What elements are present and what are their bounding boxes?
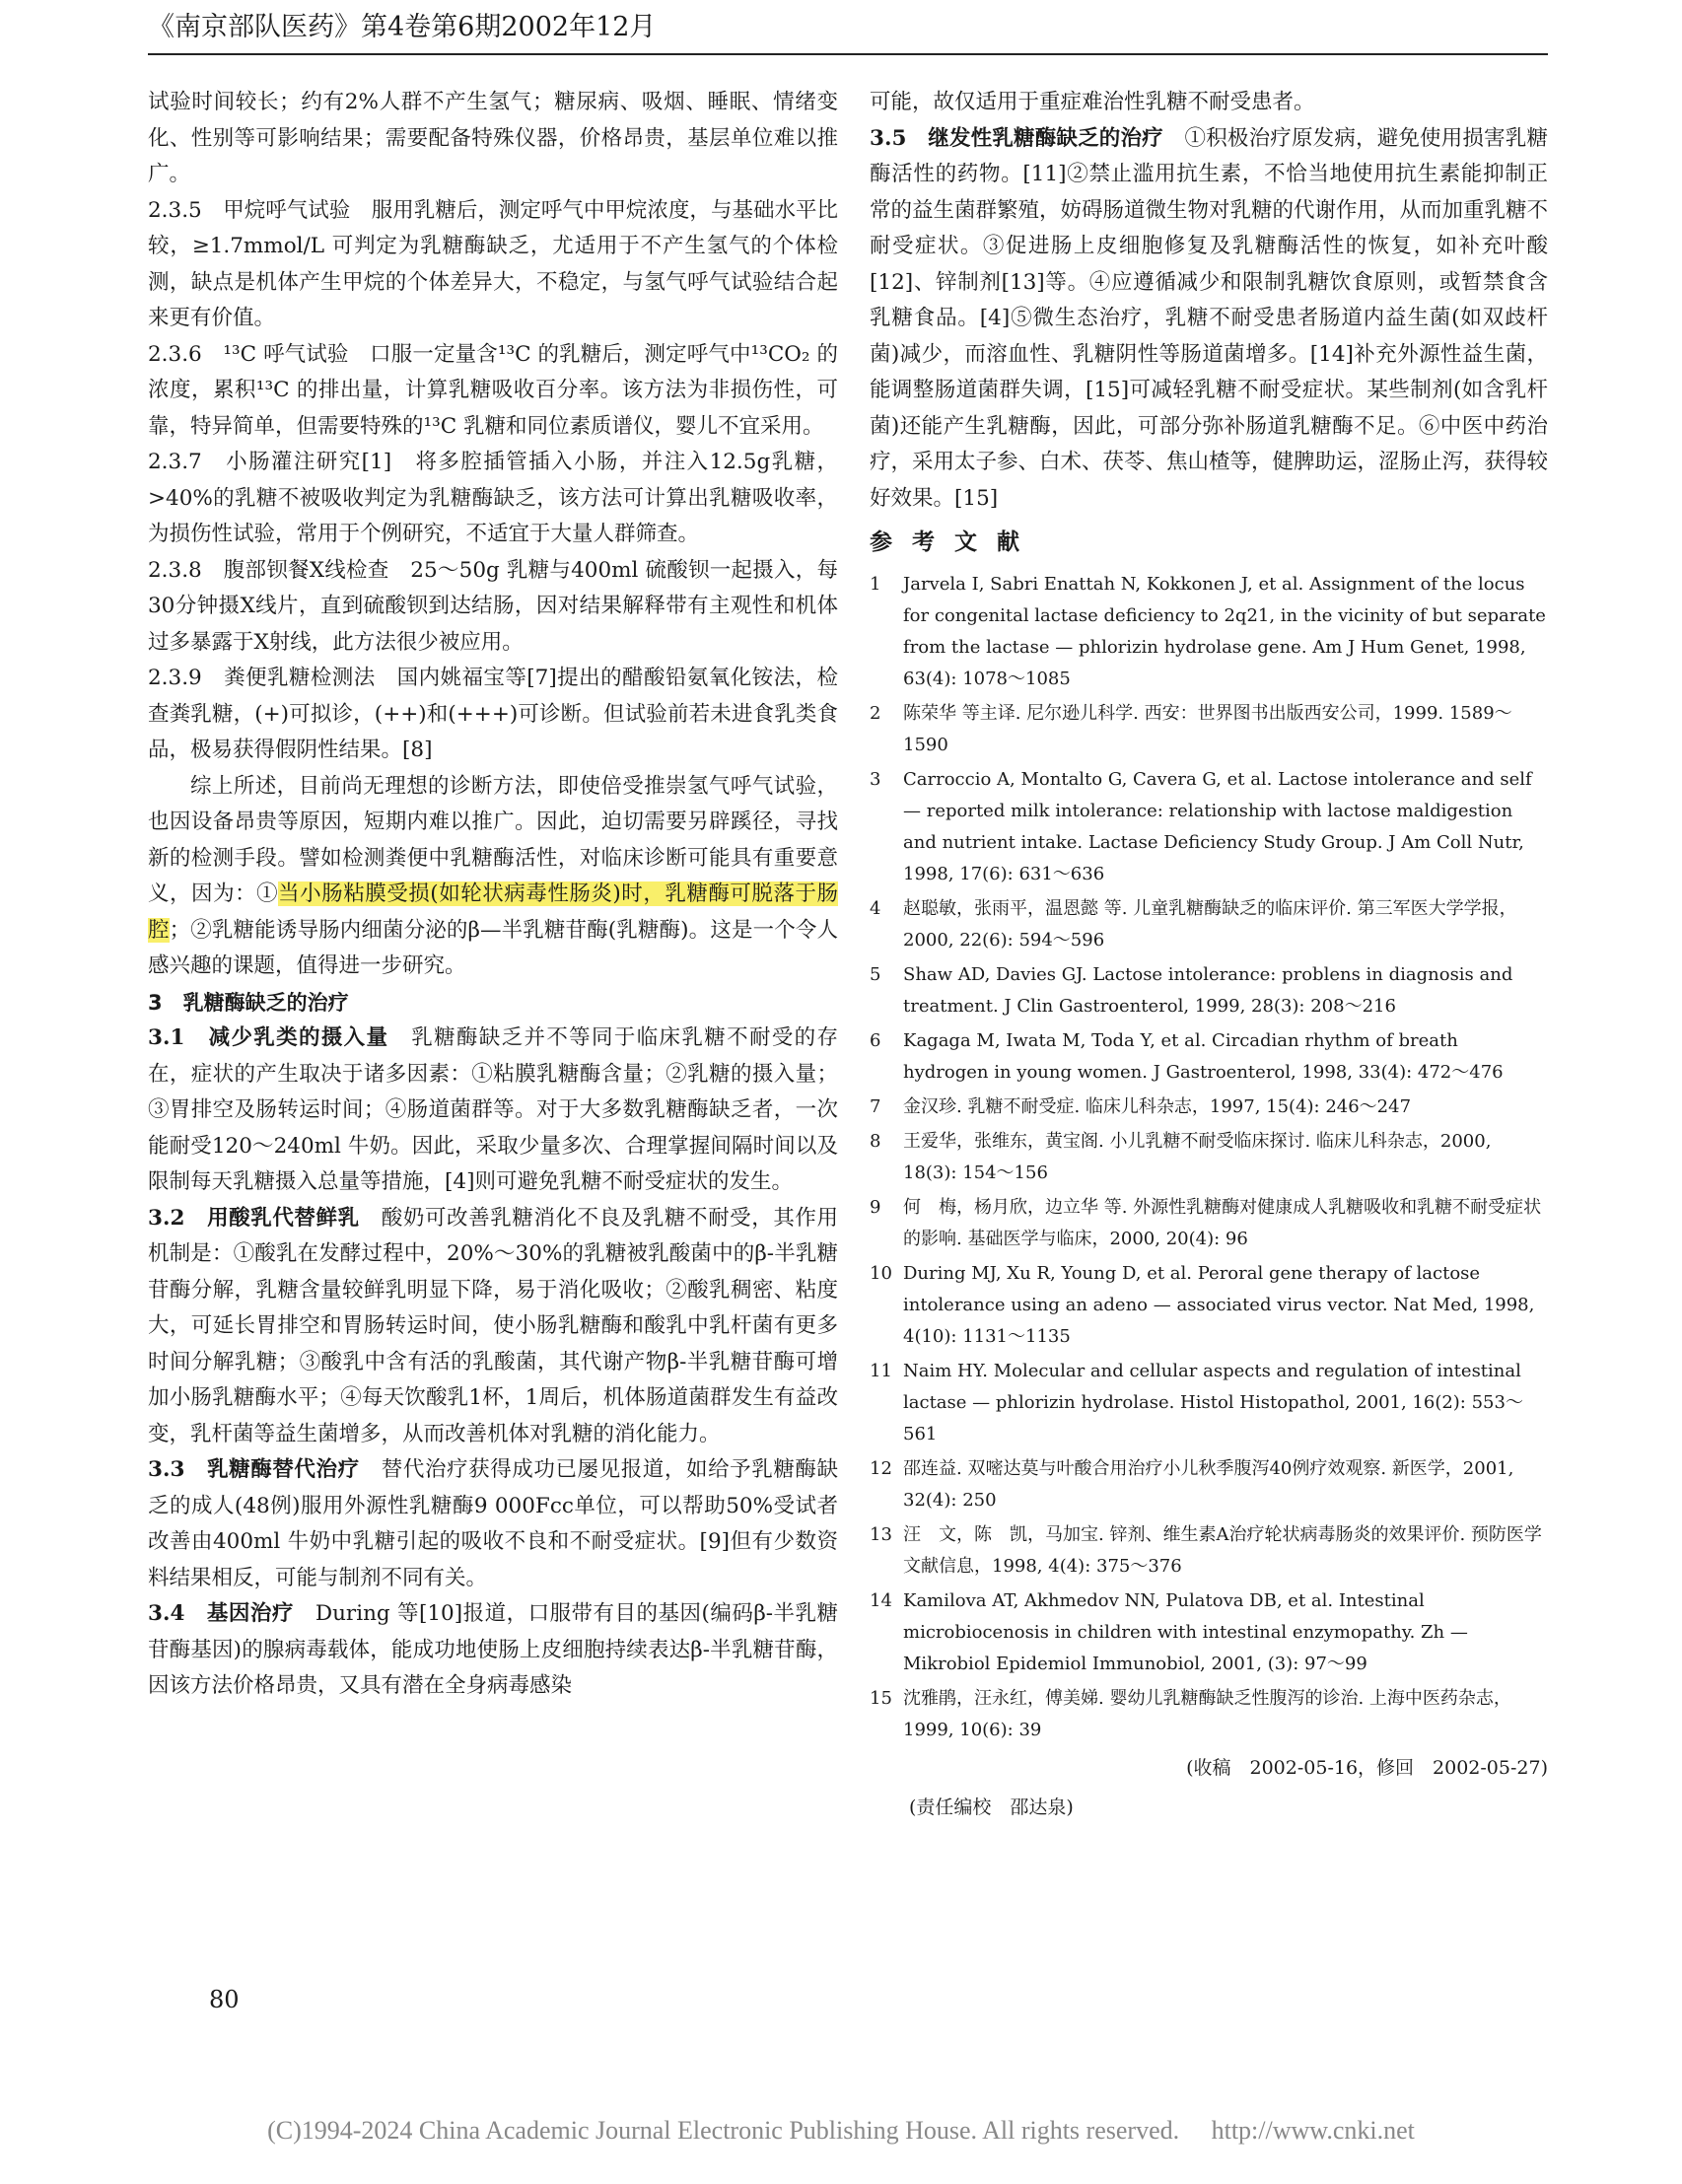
left-column — [148, 85, 838, 1705]
subsection-body: 乳糖酶缺乏并不等同于临床乳糖不耐受的存在，症状的产生取决于诸多因素：①粘膜乳糖酶含量；②乳糖的摄入量；③胃排空及肠转运时间；④肠道菌群等。对于大多数乳糖酶缺乏者，一次能耐受120～240ml 牛奶。因此，采取少量多次、合理掌握间隔时间以及限制每天乳糖摄入总量等措施，[4]则可避免乳糖不耐受症状的发生。 — [148, 1025, 838, 1194]
subsection-title: 3.2 用酸乳代替鲜乳 — [148, 1205, 360, 1231]
reference-text: 沈雅鹃，汪永红，傅美娣. 婴幼儿乳糖酶缺乏性腹泻的诊治. 上海中医药杂志，1999, 10(6): 39 — [903, 1687, 1511, 1740]
section-2-3-5: 2.3.5 甲烷呼气试验 服用乳糖后，测定呼气中甲烷浓度，与基础水平比较，≥1.7mmol/L 可判定为乳糖酶缺乏，尤适用于不产生氢气的个体检测，缺点是机体产生甲烷的个体差异大，不稳定，与氢气呼气试验结合起来更有价值。 — [148, 197, 838, 330]
subsection-body: During 等[10]报道，口服带有目的基因(编码β-半乳糖苷酶基因)的腺病毒载体，能成功地使肠上皮细胞持续表达β-半乳糖苷酶，因该方法价格昂贵，又具有潜在全身病毒感染 — [148, 1601, 839, 1698]
reference-text: 王爱华，张维东，黄宝阁. 小儿乳糖不耐受临床探讨. 临床儿科杂志，2000, 18(3): 154～156 — [903, 1130, 1492, 1183]
reference-text: Naim HY. Molecular and cellular aspects and regulation of intestinal lactase — phlorizin hydrolase. Histol Histopathol, 2001, 16(2): 553～561 — [903, 1360, 1523, 1444]
reference-item — [870, 893, 1548, 956]
references-heading: 参 考 文 献 — [870, 528, 1026, 555]
reference-number: 6 — [870, 1029, 881, 1051]
reference-number: 14 — [870, 1589, 892, 1611]
reference-number: 9 — [870, 1196, 881, 1218]
reference-text: During MJ, Xu R, Young D, et al. Peroral gene therapy of lactose intolerance using an adeno — associated virus vector. Nat Med, 1998, 4(10): 1131～1135 — [903, 1262, 1535, 1347]
reference-item — [870, 1126, 1548, 1189]
reference-text: Jarvela I, Sabri Enattah N, Kokkonen J, et al. Assignment of the locus for congenital lactase deficiency to 2q21, in the vicinity of but separate from the lactase — phlorizin hydrolase gene. Am J Hum Genet, 1998, 63(4): 1078～1085 — [903, 573, 1546, 689]
paragraph: 试验时间较长；约有2%人群不产生氢气；糖尿病、吸烟、睡眠、情绪变化、性别等可影响结果；需要配备特殊仪器，价格昂贵，基层单位难以推广。 — [148, 90, 838, 186]
reference-number: 3 — [870, 768, 881, 790]
reference-number: 13 — [870, 1523, 892, 1545]
section-2-3-9: 2.3.9 粪便乳糖检测法 国内姚福宝等[7]提出的醋酸铅氨氧化铵法，检查粪乳糖，(+)可拟诊，(++)和(+++)可诊断。但试验前若未进食乳类食品，极易获得假阴性结果。[8] — [148, 666, 838, 762]
reference-item — [870, 1356, 1548, 1450]
reference-number: 11 — [870, 1360, 892, 1381]
page-number: 80 — [209, 1986, 240, 2013]
reference-number: 1 — [870, 573, 881, 595]
reference-item — [870, 764, 1548, 890]
summary-text-a: 综上所述，目前尚无理想的诊断方法，即使倍受推崇氢气呼气试验，也因设备昂贵等原因，短期内难以推广。因此，迫切需要另辟蹊径，寻找新的检测手段。譬如检测粪便中乳糖酶活性，对临床诊断可能具有重要意义，因为：① — [148, 773, 838, 906]
section-heading-3: 3 乳糖酶缺乏的治疗 — [148, 990, 349, 1015]
reference-text: Shaw AD, Davies GJ. Lactose intolerance: problens in diagnosis and treatment. J Clin Gastroenterol, 1999, 28(3): 208～216 — [903, 963, 1513, 1017]
responsible-editor: (责任编校 邵达泉) — [909, 1797, 1074, 1818]
reference-text: 赵聪敏，张雨平，温恩懿 等. 儿童乳糖酶缺乏的临床评价. 第三军医大学学报，2000, 22(6): 594～596 — [903, 897, 1517, 951]
subsection-title: 3.1 减少乳类的摄入量 — [148, 1025, 389, 1050]
reference-item — [870, 1519, 1548, 1583]
highlighted-text: 当小肠粘膜受损(如轮状病毒性肠炎)时，乳糖酶可脱落于肠腔 — [148, 881, 838, 943]
reference-item — [870, 569, 1548, 695]
reference-number: 2 — [870, 702, 881, 724]
section-2-3-6: 2.3.6 ¹³C 呼气试验 口服一定量含¹³C 的乳糖后，测定呼气中¹³CO₂ 的浓度，累积¹³C 的排出量，计算乳糖吸收百分率。该方法为非损伤性，可靠，特异简单，但需要特殊的¹³C 乳糖和同位素质谱仪，婴儿不宜采用。 — [148, 341, 838, 439]
reference-item — [870, 1585, 1548, 1680]
section-3-5 — [870, 121, 1548, 518]
reference-item — [870, 1683, 1548, 1746]
section-2-3-8: 2.3.8 腹部钡餐X线检查 25～50g 乳糖与400ml 硫酸钡一起摄入，每30分钟摄X线片，直到硫酸钡到达结肠，因对结果解释带有主观性和机体过多暴露于X射线，此方法很少被应用。 — [148, 557, 838, 655]
reference-number: 4 — [870, 897, 881, 919]
reference-number: 5 — [870, 963, 881, 985]
reference-text: 邵连益. 双嘧达莫与叶酸合用治疗小儿秋季腹泻40例疗效观察. 新医学，2001, 32(4): 250 — [903, 1457, 1514, 1511]
reference-item — [870, 1192, 1548, 1255]
reference-item — [870, 1453, 1548, 1516]
reference-item — [870, 1025, 1548, 1089]
reference-text: 何 梅，杨月欣，边立华 等. 外源性乳糖酶对健康成人乳糖吸收和乳糖不耐受症状的影响. 基础医学与临床，2000, 20(4): 96 — [903, 1196, 1542, 1249]
section-3-2 — [148, 1201, 838, 1453]
copyright-footer: (C)1994-2024 China Academic Journal Electronic Publishing House. All rights reserved. http://www.cnki.net — [267, 2116, 1415, 2145]
subsection-body: ①积极治疗原发病，避免使用损害乳糖酶活性的药物。[11]②禁止滥用抗生素，不恰当地使用抗生素能抑制正常的益生菌群繁殖，妨碍肠道微生物对乳糖的代谢作用，从而加重乳糖不耐受症状。③促进肠上皮细胞修复及乳糖酶活性的恢复，如补充叶酸[12]、锌制剂[13]等。④应遵循减少和限制乳糖饮食原则，或暂禁食含乳糖食品。[4]⑤微生态治疗，乳糖不耐受患者肠道内益生菌(如双歧杆菌)减少，而溶血性、乳糖阴性等肠道菌增多。[14]补充外源性益生菌，能调整肠道菌群失调，[15]可减轻乳糖不耐受症状。某些制剂(如含乳杆菌)还能产生乳糖酶，因此，可部分弥补肠道乳糖酶不足。⑥中医中药治疗，采用太子参、白术、茯苓、焦山楂等，健脾助运，涩肠止泻，获得较好效果。[15] — [870, 125, 1549, 511]
subsection-title: 3.5 继发性乳糖酶缺乏的治疗 — [870, 125, 1163, 151]
reference-number: 8 — [870, 1130, 881, 1152]
section-3-3 — [148, 1452, 838, 1596]
subsection-body: 酸奶可改善乳糖消化不良及乳糖不耐受，其作用机制是：①酸乳在发酵过程中，20%～30%的乳糖被乳酸菌中的β-半乳糖苷酶分解，乳糖含量较鲜乳明显下降，易于消化吸收；②酸乳稠密、粘度大，可延长胃排空和胃肠转运时间，使小肠乳糖酶和酸乳中乳杆菌有更多时间分解乳糖；③酸乳中含有活的乳酸菌，其代谢产物β-半乳糖苷酶可增加小肠乳糖酶水平；④每天饮酸乳1杯，1周后，机体肠道菌群发生有益改变，乳杆菌等益生菌增多，从而改善机体对乳糖的消化能力。 — [148, 1205, 838, 1446]
reference-item — [870, 698, 1548, 761]
reference-item — [870, 1092, 1548, 1123]
reference-text: Carroccio A, Montalto G, Cavera G, et al. Lactose intolerance and self — reported milk intolerance: relationship with lactose maldigestion and nutrient intake. Lactase Deficiency Study Group. J Am Coll Nutr, 1998, 17(6): 631～636 — [903, 768, 1532, 884]
reference-item — [870, 1258, 1548, 1353]
reference-number: 10 — [870, 1262, 892, 1284]
reference-number: 12 — [870, 1457, 892, 1479]
right-column — [870, 85, 1548, 1826]
section-3-4 — [148, 1596, 838, 1705]
section-3-1 — [148, 1021, 838, 1201]
subsection-title: 3.3 乳糖酶替代治疗 — [148, 1457, 360, 1482]
subsection-body: 替代治疗获得成功已屡见报道，如给予乳糖酶缺乏的成人(48例)服用外源性乳糖酶9 000Fcc单位，可以帮助50%受试者改善由400ml 牛奶中乳糖引起的吸收不良和不耐受症状。[9]但有少数资料结果相反，可能与制剂不同有关。 — [148, 1457, 838, 1590]
reference-number: 15 — [870, 1687, 892, 1709]
subsection-title: 3.4 基因治疗 — [148, 1601, 294, 1626]
journal-header: 《南京部队医药》第4卷第6期2002年12月 — [148, 10, 1548, 55]
paragraph-continued: 可能，故仅适用于重症难治性乳糖不耐受患者。 — [870, 90, 1315, 114]
received-dates: (收稿 2002-05-16，修回 2002-05-27) — [1186, 1756, 1548, 1779]
reference-text: 金汉珍. 乳糖不耐受症. 临床儿科杂志，1997, 15(4): 246～247 — [903, 1095, 1412, 1117]
reference-text: Kamilova AT, Akhmedov NN, Pulatova DB, et al. Intestinal microbiocenosis in children with intestinal enzymopathy. Zh — Mikrobiol Epidemiol Immunobiol, 2001, (3): 97～99 — [903, 1589, 1468, 1674]
reference-item — [870, 959, 1548, 1022]
summary-paragraph — [148, 769, 838, 985]
section-2-3-7: 2.3.7 小肠灌注研究[1] 将多腔插管插入小肠，并注入12.5g乳糖，>40%的乳糖不被吸收判定为乳糖酶缺乏，该方法可计算出乳糖吸收率，为损伤性试验，常用于个例研究，不适宜于大量人群筛查。 — [148, 450, 838, 546]
summary-text-b: ；②乳糖能诱导肠内细菌分泌的β—半乳糖苷酶(乳糖酶)。这是一个令人感兴趣的课题，值得进一步研究。 — [148, 917, 838, 978]
reference-text: 陈荣华 等主译. 尼尔逊儿科学. 西安：世界图书出版西安公司，1999. 1589～1590 — [903, 702, 1512, 755]
reference-text: 汪 文，陈 凯，马加宝. 锌剂、维生素A治疗轮状病毒肠炎的效果评价. 预防医学文献信息，1998, 4(4): 375～376 — [903, 1523, 1542, 1577]
reference-text: Kagaga M, Iwata M, Toda Y, et al. Circadian rhythm of breath hydrogen in young women. J Gastroenterol, 1998, 33(4): 472～476 — [903, 1029, 1504, 1083]
reference-number: 7 — [870, 1095, 881, 1117]
reference-list — [870, 569, 1548, 1746]
